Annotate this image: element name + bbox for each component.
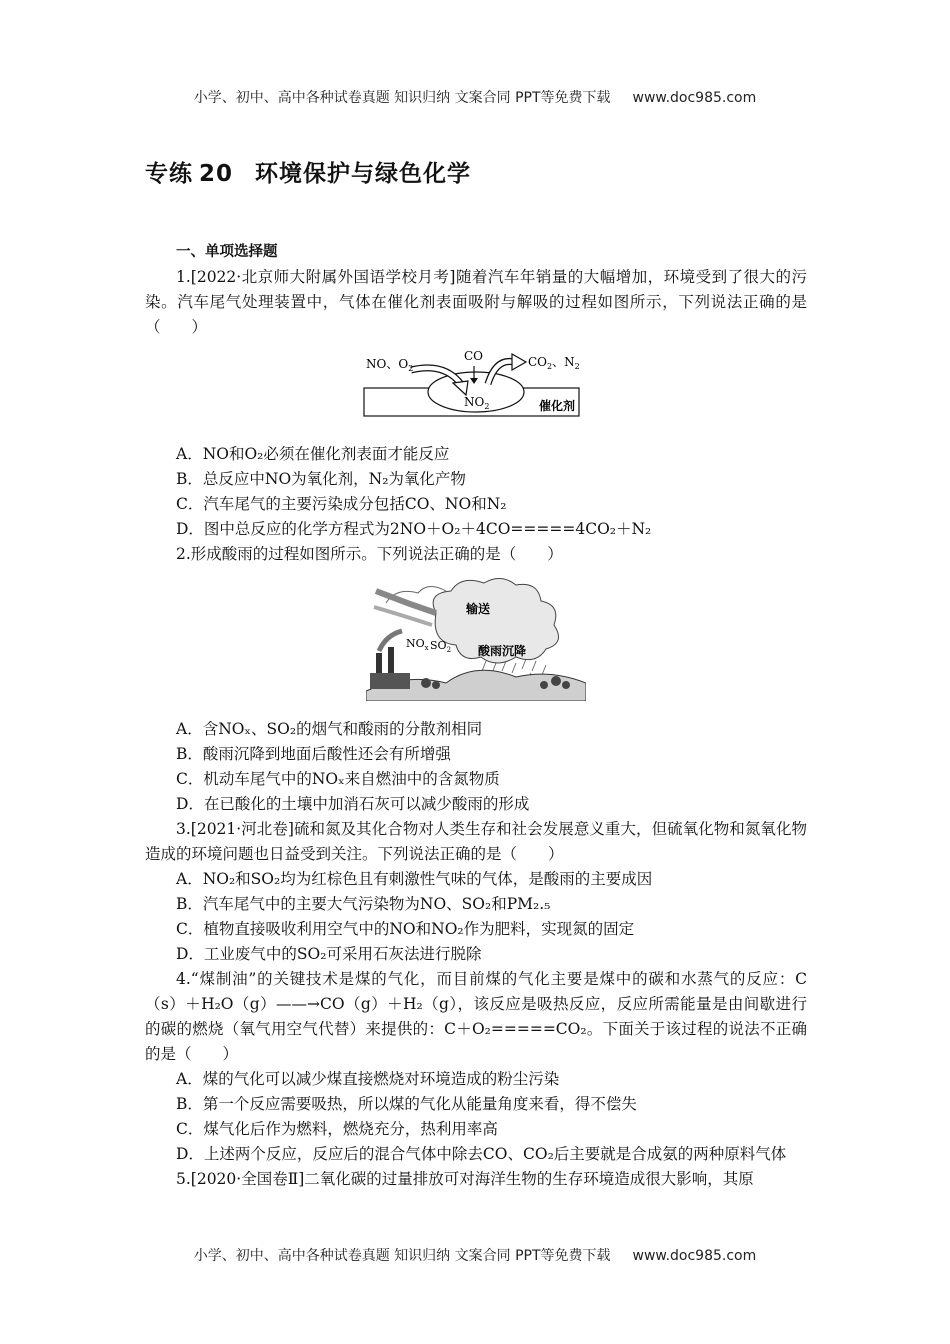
fig1-no2-label: $NO_2$	[464, 395, 490, 411]
q4-option-c: C．煤气化后作为燃料，燃烧充分，热利用率高	[176, 1120, 498, 1138]
page-footer	[0, 1245, 950, 1265]
title-number: 20	[199, 161, 234, 187]
header-left-text: 小学、初中、高中各种试卷真题 知识归纳 文案合同 PPT等免费下载	[193, 90, 611, 106]
section-heading: 一、单项选择题	[176, 244, 278, 260]
q1-option-d: D．图中总反应的化学方程式为2NO＋O₂＋4CO=====4CO₂＋N₂	[176, 520, 652, 538]
q3-option-b: B．汽车尾气中的主要大气污染物为NO、SO₂和PM₂.₅	[176, 895, 551, 913]
q4-stem: 4.“煤制油”的关键技术是煤的气化，而目前煤的气化主要是煤中的碳和水蒸气的反应：C（s）＋H₂O（g）——→CO（g）＋H₂（g），该反应是吸热反应，反应所需能量是由间歇进行的碳的燃烧（氧气用空气代替）来提供的：C＋O₂=====CO₂。下面关于该过程的说法不正确的是（ ）	[145, 970, 807, 1063]
page-header	[0, 87, 950, 107]
fig2-nox-label: $NO_x$	[406, 637, 429, 652]
page-title	[145, 155, 471, 188]
q5-stem: 5.[2020·全国卷Ⅱ]二氧化碳的过量排放可对海洋生物的生存环境造成很大影响，其原	[176, 1170, 754, 1188]
footer-url[interactable]: www.doc985.com	[632, 1248, 757, 1264]
fig1-catalyst-label: 催化剂	[539, 399, 576, 413]
catalyst-diagram	[356, 348, 596, 430]
q2-figure	[145, 573, 807, 703]
q4-option-a: A．煤的气化可以减少煤直接燃烧对环境造成的粉尘污染	[176, 1070, 560, 1088]
q1-option-a: A．NO和O₂必须在催化剂表面才能反应	[176, 445, 450, 463]
fig1-input-label: NO、$O_2$	[366, 357, 414, 373]
title-text: 环境保护与绿色化学	[255, 161, 472, 187]
fig1-co-label: CO	[464, 349, 484, 363]
q2-option-a: A．含NOₓ、SO₂的烟气和酸雨的分散剂相同	[176, 720, 483, 738]
q1-figure	[145, 348, 807, 430]
q1-option-b: B．总反应中NO为氧化剂，N₂为氧化产物	[176, 470, 466, 488]
q3-option-a: A．NO₂和SO₂均为红棕色且有刺激性气味的气体，是酸雨的主要成因	[176, 870, 653, 888]
q2-option-d: D．在已酸化的土壤中加消石灰可以减少酸雨的形成	[176, 795, 530, 813]
q2-stem: 2.形成酸雨的过程如图所示。下列说法正确的是（ ）	[176, 545, 563, 563]
fig2-deposition-label: 酸雨沉降	[478, 644, 527, 658]
q3-option-d: D．工业废气中的SO₂可采用石灰法进行脱除	[176, 945, 482, 963]
q3-option-c: C．植物直接吸收利用空气中的NO和NO₂作为肥料，实现氮的固定	[176, 920, 635, 938]
question-content	[145, 240, 807, 1192]
header-url[interactable]: www.doc985.com	[632, 90, 757, 106]
fig1-output-label: $CO_2$、$N_2$	[528, 355, 580, 371]
acid-rain-diagram	[366, 573, 586, 701]
q2-option-c: C．机动车尾气中的NOₓ来自燃油中的含氮物质	[176, 770, 500, 788]
q1-option-c: C．汽车尾气的主要污染成分包括CO、NO和N₂	[176, 495, 507, 513]
q4-option-b: B．第一个反应需要吸热，所以煤的气化从能量角度来看，得不偿失	[176, 1095, 637, 1113]
fig2-so2-label: $SO_2$	[430, 639, 452, 654]
q4-option-d: D．上述两个反应，反应后的混合气体中除去CO、CO₂后主要就是合成氨的两种原料气体	[176, 1145, 787, 1163]
title-prefix: 专练	[145, 161, 193, 187]
q1-stem: 1.[2022·北京师大附属外国语学校月考]随着汽车年销量的大幅增加，环境受到了很大的污染。汽车尾气处理装置中，气体在催化剂表面吸附与解吸的过程如图所示，下列说法正确的是（ ）	[145, 268, 807, 336]
fig2-transport-label: 输送	[466, 602, 491, 616]
footer-left-text: 小学、初中、高中各种试卷真题 知识归纳 文案合同 PPT等免费下载	[193, 1248, 611, 1264]
q2-option-b: B．酸雨沉降到地面后酸性还会有所增强	[176, 745, 451, 763]
q3-stem: 3.[2021·河北卷]硫和氮及其化合物对人类生存和社会发展意义重大，但硫氧化物和氮氧化物造成的环境问题也日益受到关注。下列说法正确的是（ ）	[145, 820, 807, 863]
